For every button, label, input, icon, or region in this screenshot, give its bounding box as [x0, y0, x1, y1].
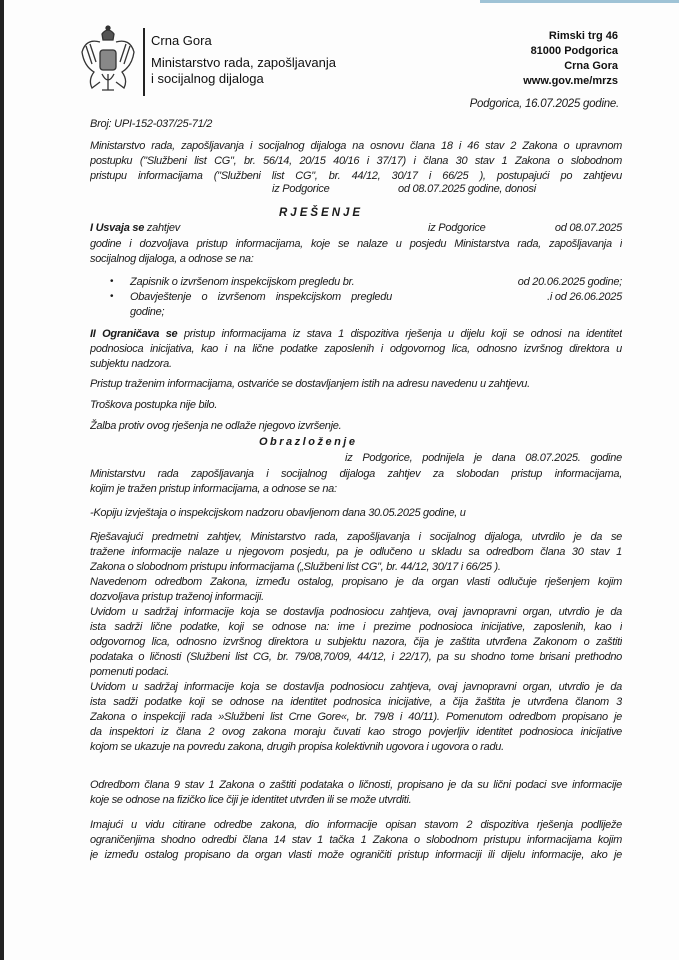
usvaja-line: socijalnog dijaloga, a odnose se na:: [90, 253, 254, 265]
reasoning-line: je između ostalog propisano da organ vlasti može ograničiti pristup informaciji ili dijelu informacije, ako je: [90, 849, 622, 861]
reasoning-line: Imajući u vidu citirane odredbe zakona, dio informacije opisan stavom 2 dispozitiva rješenja podliježe: [90, 819, 622, 831]
intro-line: pristupu informacijama ("Službeni list CG", br. 44/12, 30/17 i 66/25 ), postupajući po zahtjevu: [90, 170, 622, 182]
decision-ogranicava-line: podnosioca inicijativa, kao i na lične podatke zaposlenih i odgovornog lica, odnosno izvršnog direktora u: [90, 343, 622, 355]
ministry-name-line2: i socijalnog dijaloga: [151, 71, 264, 86]
scan-edge: [0, 0, 4, 960]
intro-date: od 08.07.2025 godine, donosi: [398, 183, 536, 195]
reasoning-line: Rješavajući predmetni zahtjev, Ministarstvo rada, zapošljavanja i socijalnog dijaloga, utvrdilo je da se: [90, 531, 622, 543]
decision-zalba: Žalba protiv ovog rješenja ne odlaže njegovo izvršenje.: [90, 420, 342, 432]
intro-line: Ministarstvo rada, zapošljavanja i socijalnog dijaloga na osnovu člana 18 i 46 stav 2 Zakona o upravnom: [90, 140, 622, 152]
bullet-item-2-date: .i od 26.06.2025: [547, 291, 622, 303]
decision-pristup: Pristup traženim informacijama, ostvariće se dostavljanjem istih na adresu navedenu u zahtjevu.: [90, 378, 530, 390]
bullet-icon: •: [110, 291, 114, 302]
country-name: Crna Gora: [151, 33, 212, 48]
header-divider: [143, 28, 145, 96]
usvaja-line: godine i dozvoljava pristup informacijama, koje se nalaze u posjedu Ministarstva rada, zapošljavanja i: [90, 238, 622, 250]
reasoning-line: ista sadži podatke koji se odnose na identitet podnosica inicijative, a čija žaštita je utvrđena članom 3: [90, 696, 622, 708]
address-street: Rimski trg 46: [548, 30, 618, 42]
reasoning-line: Zakona o slobodnom pristupu informacijama („Službeni list CG", br. 44/12, 30/17 i 66/25 ).: [90, 561, 501, 573]
reasoning-line: da inspektori iz člana 2 ovog zakona moraju čuvati kao strogo povjerljiv identitet podnosioca inicijative: [90, 726, 622, 738]
reasoning-line: Ministarstvu rada zapošljavanja i socijalnog dijaloga zahtjev za slobodan pristup informacijama,: [90, 468, 622, 480]
scan-artifact: [480, 0, 679, 3]
reasoning-line: Navedenom odredbom Zakona, između ostalog, propisano je da organ vlasti odlučuje rješenjem kojim: [90, 576, 622, 588]
decision-usvaja: I Usvaja se zahtjev: [90, 222, 181, 234]
reasoning-line: Odredbom člana 9 stav 1 Zakona o zaštiti podataka o ličnosti, propisano je da su lični podaci sve informacije: [90, 779, 622, 791]
decision-troskovi: Troškova postupka nije bilo.: [90, 399, 218, 411]
intro-from: iz Podgorice: [272, 183, 330, 195]
decision-usvaja-from: iz Podgorice: [428, 222, 486, 234]
reasoning-line: ista sadrži lične podatke, koji se odnose na: ime i prezime podnosioca inicijative, zaposlenih, kao i: [90, 621, 622, 633]
address-city: 81000 Podgorica: [530, 45, 618, 57]
reasoning-line: kojim je tražen pristup informacijama, a odnose se na:: [90, 483, 337, 495]
reasoning-line: kojom se ukazuje na povredu zakona, drugih propisa kolektivnih ugovora i ugovora o radu.: [90, 741, 504, 753]
decision-ogranicava-line: II Ograničava se pristup informacijama iz stava 1 dispozitiva rješenja u dijelu koji se odnosi na identitet: [90, 328, 622, 340]
document-date: Podgorica, 16.07.2025 godine.: [469, 98, 619, 110]
reasoning-line: Uvidom u sadržaj informacije koja se dostavlja podnosiocu zahtjeva, ovaj javnopravni organ, utvrdio je da: [90, 681, 622, 693]
ministry-name-line1: Ministarstvo rada, zapošljavanja: [151, 55, 336, 70]
reasoning-line: koje se odnose na fizičko lice čiji je identitet utvrđen ili se može utvrditi.: [90, 794, 412, 806]
intro-line: postupku ("Službeni list CG", br. 56/14, 20/15 40/16 i 37/17) i člana 30 stav 1 Zakona o slobodnom: [90, 155, 622, 167]
bullet-item-1: Zapisnik o izvršenom inspekcijskom pregledu br.: [130, 276, 355, 288]
address-website[interactable]: www.gov.me/mrzs: [523, 75, 618, 87]
reasoning-line: dozvoljava pristup traženoj informaciji.: [90, 591, 264, 603]
bullet-item-2: Obavještenje o izvršenom inspekcijskom pregledu: [130, 291, 392, 303]
bullet-item-1-date: od 20.06.2025 godine;: [517, 276, 622, 288]
address-country: Crna Gora: [564, 60, 618, 72]
document-number: Broj: UPI-152-037/25-71/2: [90, 118, 213, 130]
decision-usvaja-date: od 08.07.2025: [554, 222, 622, 234]
reasoning-line: tražene informacije nalaze u njegovom posjedu, pa je odlučeno u skladu sa odredbom člana 30 stav 1: [90, 546, 622, 558]
bullet-icon: •: [110, 276, 114, 287]
reasoning-line: odgovornog lica, odnosno izvršnog direktora u subjektu nazora, čija je zaštita utvrđena Zakonom o zaštiti: [90, 636, 622, 648]
reasoning-kopija: -Kopiju izvještaja o inspekcijskom nadzoru obavljenom dana 30.05.2025 godine, u: [90, 507, 466, 519]
bullet-item-2-cont: godine;: [130, 306, 165, 318]
decision-ogranicava-line: subjektu nadzora.: [90, 358, 172, 370]
reasoning-first-line: iz Podgorice, podnijela je dana 08.07.2025. godine: [345, 452, 622, 464]
reasoning-line: podataka o ličnosti (Službeni list CG, br. 79/08,70/09, 44/12, i 22/17), pa su shodno tome brisani prethodno: [90, 651, 622, 663]
reasoning-title: Obrazloženje: [259, 436, 358, 448]
reasoning-line: Uvidom u sadržaj informacije koja se dostavlja podnosiocu zahtjeva, ovaj javnopravni organ, utvrdio je da: [90, 606, 622, 618]
reasoning-line: Zakona o inspekciji rada »Službeni list Crne Gore«, br. 79/8 i 40/11). Pomenutom odredbom propisano je: [90, 711, 622, 723]
decision-title: RJEŠENJE: [279, 207, 364, 219]
reasoning-line: pomenuti podaci.: [90, 666, 169, 678]
coat-of-arms-icon: [80, 24, 136, 96]
reasoning-line: ograničenjima shodno odredbi člana 14 stav 1 tačka 1 Zakona o slobodnom pristupu informacijama kojim: [90, 834, 622, 846]
